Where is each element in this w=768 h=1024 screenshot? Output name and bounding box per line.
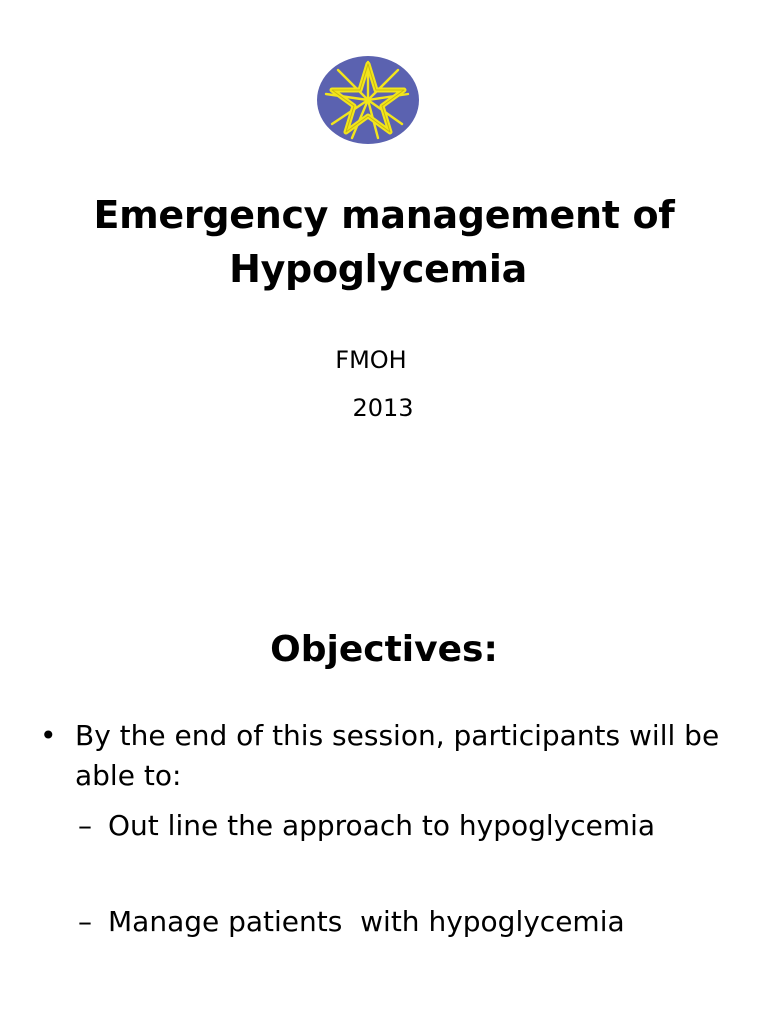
- dash-marker: –: [78, 905, 92, 938]
- list-item: [40, 716, 720, 796]
- dash-marker: –: [78, 809, 92, 842]
- title-line-1: Emergency management of: [93, 193, 675, 237]
- subtitle: [0, 336, 768, 432]
- subtitle-author: FMOH: [335, 346, 407, 374]
- sub-item-text: Out line the approach to hypoglycemia: [108, 809, 656, 842]
- bullet-text: By the end of this session, participants will be able to:: [75, 719, 720, 792]
- subtitle-year: 2013: [352, 394, 414, 422]
- sub-list-item: [78, 902, 738, 942]
- sub-list-item: [78, 806, 738, 846]
- objectives-heading: Objectives:: [270, 629, 498, 670]
- sub-item-text: Manage patients with hypoglycemia: [108, 905, 625, 938]
- emblem-graphic: [312, 54, 424, 146]
- ethiopian-emblem-star-icon: [312, 54, 424, 146]
- title-line-2: Hypoglycemia: [229, 247, 527, 291]
- bullet-marker: •: [40, 719, 57, 752]
- page-title: [0, 188, 768, 296]
